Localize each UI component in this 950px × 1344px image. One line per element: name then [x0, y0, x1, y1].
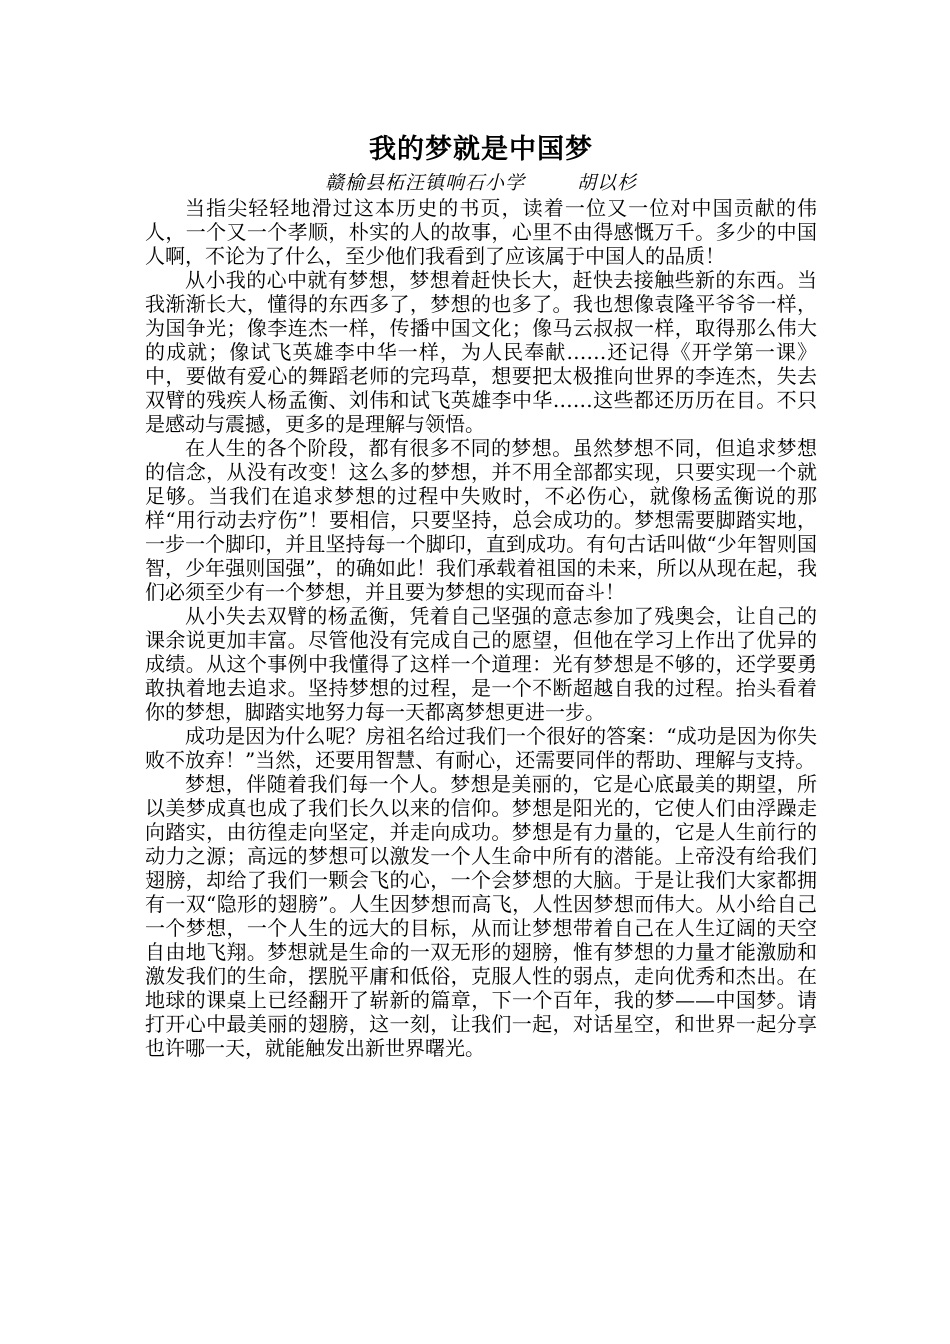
byline [145, 170, 817, 196]
document-title: 我的梦就是中国梦 [369, 134, 593, 165]
paragraph-3: 在人生的各个阶段，都有很多不同的梦想。虽然梦想不同，但追求梦想的信念，从没有改变！这么多的梦想，并不用全部都实现，只要实现一个就足够。当我们在追求梦想的过程中失败时，不必伤心，就像杨孟衡说的那样“用行动去疗伤”！要相信，只要坚持，总会成功的。梦想需要脚踏实地，一步一个脚印，并且坚持每一个脚印，直到成功。有句古话叫做“少年智则国智，少年强则国强”，的确如此！我们承载着祖国的未来，所以从现在起，我们必须至少有一个梦想，并且要为梦想的实现而奋斗！ [145, 436, 817, 604]
paragraph-1: 当指尖轻轻地滑过这本历史的书页，读着一位又一位对中国贡献的伟人，一个又一个孝顺，朴实的人的故事，心里不由得感慨万千。多少的中国人啊，不论为了什么，至少他们我看到了应该属于中国人的品质！ [145, 196, 817, 268]
paragraph-6: 梦想，伴随着我们每一个人。梦想是美丽的，它是心底最美的期望，所以美梦成真也成了我们长久以来的信仰。梦想是阳光的，它使人们由浮躁走向踏实，由彷徨走向坚定，并走向成功。梦想是有力量的，它是人生前行的动力之源；高远的梦想可以激发一个人生命中所有的潜能。上帝没有给我们翅膀，却给了我们一颗会飞的心，一个会梦想的大脑。于是让我们大家都拥有一双“隐形的翅膀”。人生因梦想而高飞，人性因梦想而伟大。从小给自己一个梦想，一个人生的远大的目标，从而让梦想带着自己在人生辽阔的天空自由地飞翔。梦想就是生命的一双无形的翅膀，惟有梦想的力量才能激励和激发我们的生命，摆脱平庸和低俗，克服人性的弱点，走向优秀和杰出。在地球的课桌上已经翻开了崭新的篇章，下一个百年，我的梦——中国梦。请打开心中最美丽的翅膀，这一刻，让我们一起，对话星空，和世界一起分享也许哪一天，就能触发出新世界曙光。 [145, 772, 817, 1060]
paragraph-4: 从小失去双臂的杨孟衡，凭着自己坚强的意志参加了残奥会，让自己的课余说更加丰富。尽管他没有完成自己的愿望，但他在学习上作出了优异的成绩。从这个事例中我懂得了这样一个道理：光有梦想是不够的，还学要勇敢执着地去追求。坚持梦想的过程，是一个不断超越自我的过程。抬头看着你的梦想，脚踏实地努力每一天都离梦想更进一步。 [145, 604, 817, 724]
document-page [145, 130, 817, 1060]
paragraph-2: 从小我的心中就有梦想，梦想着赶快长大，赶快去接触些新的东西。当我渐渐长大，懂得的东西多了，梦想的也多了。我也想像袁隆平爷爷一样，为国争光；像李连杰一样，传播中国文化；像马云叔叔一样，取得那么伟大的成就；像试飞英雄李中华一样，为人民奉献……还记得《开学第一课》中，要做有爱心的舞蹈老师的完玛草，想要把太极推向世界的李连杰，失去双臂的残疾人杨孟衡、刘伟和试飞英雄李中华……这些都还历历在目。不只是感动与震撼，更多的是理解与领悟。 [145, 268, 817, 436]
school-name: 赣榆县柘汪镇响石小学 [324, 172, 525, 194]
paragraph-5: 成功是因为什么呢？房祖名给过我们一个很好的答案：“成功是因为你失败不放弃！”当然，还要用智慧、有耐心，还需要同伴的帮助、理解与支持。 [145, 724, 817, 772]
author-name: 胡以杉 [577, 172, 638, 194]
